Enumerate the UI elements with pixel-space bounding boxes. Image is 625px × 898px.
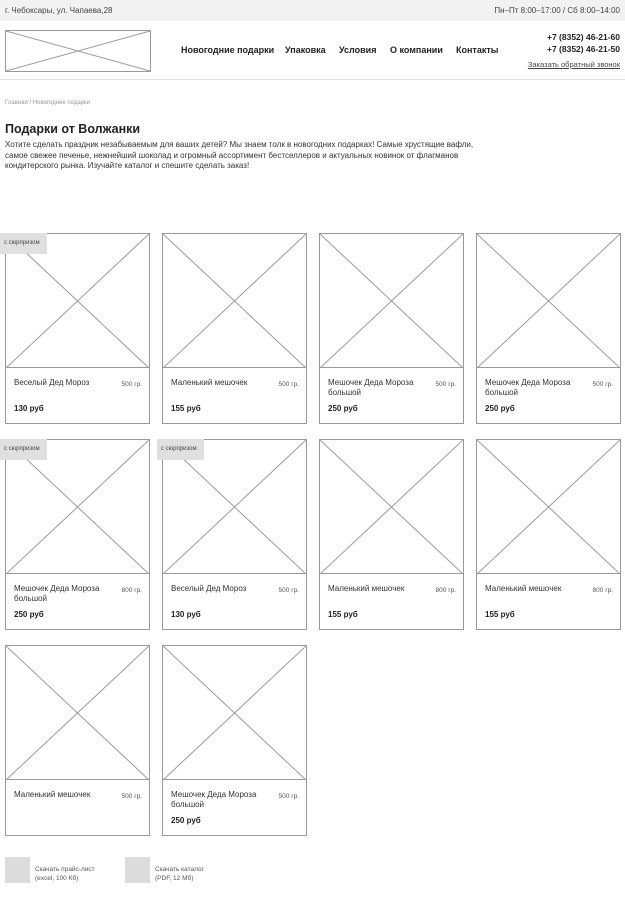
product-name[interactable]: Маленький мешочек (328, 584, 405, 593)
product-image[interactable] (6, 440, 149, 574)
product-weight: 800 гр. (592, 587, 613, 594)
product-card[interactable] (476, 233, 621, 424)
image-placeholder-icon (6, 234, 149, 368)
product-card[interactable] (5, 233, 150, 424)
product-name[interactable]: Мешочек Деда Мороза большой (14, 584, 100, 603)
image-placeholder-icon (163, 440, 306, 574)
product-image[interactable] (477, 234, 620, 368)
product-name[interactable]: Маленький мешочек (485, 584, 562, 593)
product-card[interactable] (5, 645, 150, 836)
product-card[interactable] (162, 645, 307, 836)
product-weight: 500 гр. (278, 793, 299, 800)
product-price: 130 руб (171, 610, 201, 619)
nav-item-packaging[interactable]: Упаковка (285, 45, 326, 55)
product-price: 250 руб (485, 404, 515, 413)
product-weight: 500 гр. (592, 381, 613, 388)
nav-item-terms[interactable]: Условия (339, 45, 377, 55)
nav-item-new-year-gifts[interactable]: Новогодние подарки (181, 45, 275, 55)
site-header (0, 21, 625, 80)
product-image[interactable] (163, 646, 306, 780)
product-weight: 800 гр. (121, 587, 142, 594)
nav-item-about[interactable]: О компании (390, 45, 443, 55)
image-placeholder-icon (163, 234, 306, 368)
product-weight: 500 гр. (435, 381, 456, 388)
product-card[interactable] (162, 233, 307, 424)
phone-number-2[interactable]: +7 (8352) 46-21-50 (546, 44, 620, 54)
product-card[interactable] (319, 233, 464, 424)
breadcrumb[interactable]: Главная / Новогодние подарки (5, 100, 91, 106)
product-card[interactable] (476, 439, 621, 630)
product-price: 155 руб (485, 610, 515, 619)
image-placeholder-icon (6, 31, 150, 71)
product-price: 250 руб (328, 404, 358, 413)
product-image[interactable] (163, 440, 306, 574)
product-card[interactable] (162, 439, 307, 630)
product-price: 250 руб (14, 610, 44, 619)
image-placeholder-icon (6, 646, 149, 780)
phone-number-1[interactable]: +7 (8352) 46-21-60 (546, 32, 620, 42)
product-weight: 500 гр. (278, 381, 299, 388)
image-placeholder-icon (477, 440, 620, 574)
product-weight: 500 гр. (121, 793, 142, 800)
intro-text: Хотите сделать праздник незабываемым для ваших детей? Мы знаем толк в новогодних подарках! Самые хрустящие вафли, самое свежее печенье, нежнейший шоколад и огромный ассортимент бестселлеров и актуальных новинок от флагманов кондитерского рынка. Изучайте каталог и спешите сделать заказ! (5, 140, 474, 170)
image-placeholder-icon (477, 234, 620, 368)
product-image[interactable] (6, 646, 149, 780)
product-name[interactable]: Мешочек Деда Мороза большой (328, 378, 414, 397)
product-card[interactable] (5, 439, 150, 630)
product-weight: 500 гр. (278, 587, 299, 594)
product-card[interactable] (319, 439, 464, 630)
product-image[interactable] (320, 234, 463, 368)
product-name[interactable]: Маленький мешочек (14, 790, 91, 799)
product-image[interactable] (477, 440, 620, 574)
surprise-badge: с сюрпризом (0, 233, 47, 254)
callback-link[interactable]: Заказать обратный звонок (527, 60, 620, 69)
product-name[interactable]: Маленький мешочек (171, 378, 248, 387)
phone-block (547, 31, 620, 55)
image-placeholder-icon (320, 440, 463, 574)
product-image[interactable] (163, 234, 306, 368)
product-name[interactable]: Веселый Дед Мороз (171, 584, 247, 593)
product-weight: 800 гр. (435, 587, 456, 594)
surprise-badge: с сюрпризом (0, 439, 47, 460)
product-weight: 500 гр. (121, 381, 142, 388)
product-name[interactable]: Мешочек Деда Мороза большой (485, 378, 571, 397)
file-icon (125, 857, 150, 883)
logo-placeholder[interactable] (5, 30, 151, 72)
product-name[interactable]: Веселый Дед Мороз (14, 378, 90, 387)
working-hours-text: Пн–Пт 8:00–17:00 / Сб 8:00–14:00 (494, 6, 620, 15)
product-image[interactable] (320, 440, 463, 574)
top-info-bar (0, 0, 625, 21)
file-icon (5, 857, 30, 883)
downloads-block (5, 857, 305, 885)
image-placeholder-icon (6, 440, 149, 574)
product-price: 155 руб (171, 404, 201, 413)
download-meta: (PDF, 12 Мб) (155, 874, 194, 882)
page-title: Подарки от Волжанки (5, 122, 141, 136)
download-label: Скачать каталог (155, 866, 205, 873)
product-price: 250 руб (171, 816, 201, 825)
product-image[interactable] (6, 234, 149, 368)
image-placeholder-icon (320, 234, 463, 368)
download-label: Скачать прайс-лист (35, 866, 95, 873)
nav-item-contacts[interactable]: Контакты (456, 45, 499, 55)
product-name[interactable]: Мешочек Деда Мороза большой (171, 790, 257, 809)
product-price: 130 руб (14, 404, 44, 413)
image-placeholder-icon (163, 646, 306, 780)
surprise-badge: с сюрпризом (157, 439, 204, 460)
download-meta: (excel, 100 Кб) (35, 874, 79, 882)
address-text: г. Чебоксары, ул. Чапаева,28 (5, 6, 113, 15)
product-price: 155 руб (328, 610, 358, 619)
